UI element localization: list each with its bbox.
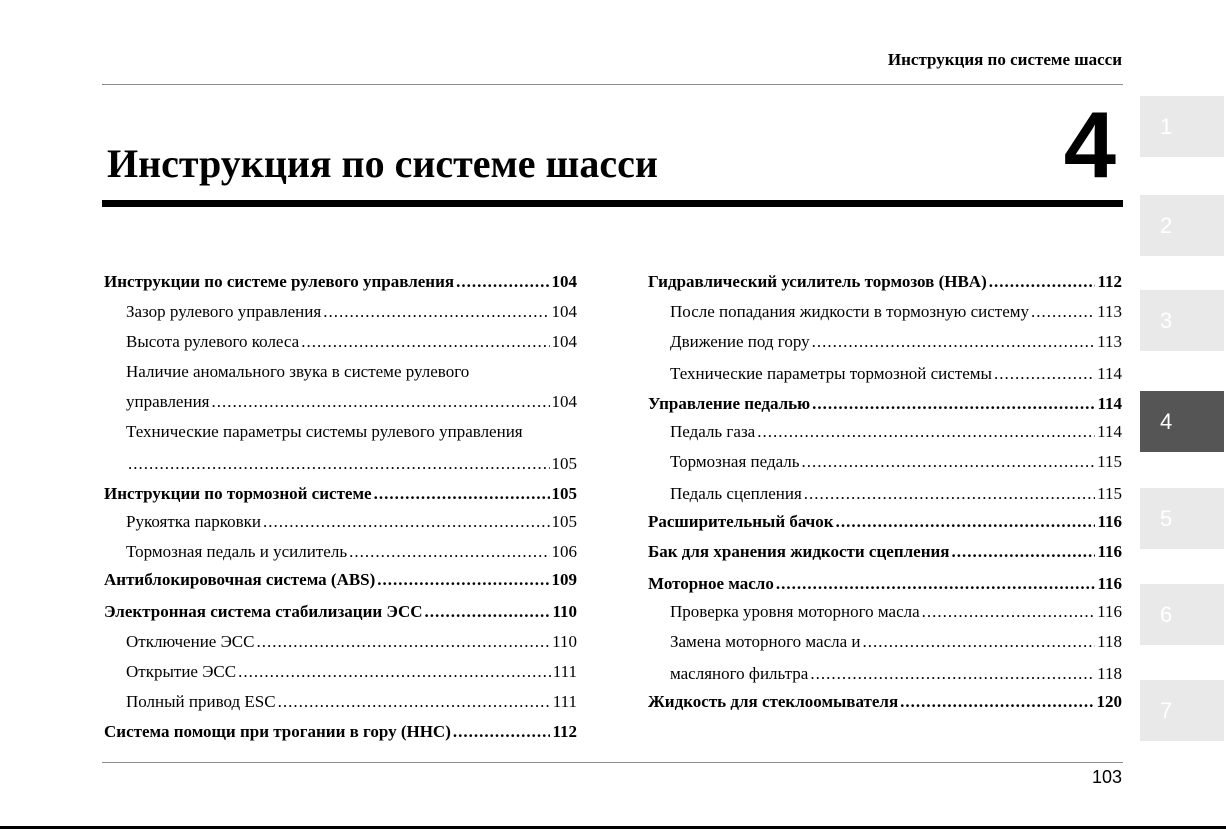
toc-entry-label: Бак для хранения жидкости сцепления	[648, 542, 950, 561]
toc-entry-page: 116	[1097, 602, 1122, 621]
toc-leader-dots	[128, 452, 550, 476]
chapter-number: 4	[1063, 92, 1116, 197]
toc-entry-section[interactable]	[104, 482, 577, 506]
toc-leader-dots	[212, 390, 550, 414]
toc-leader-dots	[802, 450, 1096, 474]
toc-entry-label: Управление педалью	[648, 394, 811, 413]
toc-entry-section[interactable]	[648, 572, 1122, 596]
toc-entry-subsection[interactable]	[104, 510, 577, 534]
toc-entry-page: 112	[552, 722, 577, 741]
title-underline	[102, 200, 1123, 207]
toc-entry-label: Система помощи при трогании в гору (HHC)	[104, 722, 451, 741]
toc-entry-page: 104	[551, 272, 577, 291]
chapter-tab-6[interactable]: 6	[1140, 584, 1224, 645]
toc-entry-page: 105	[551, 512, 577, 531]
toc-entry-label: управления	[126, 392, 210, 411]
toc-entry-label: Технические параметры системы рулевого управления	[126, 422, 523, 441]
toc-leader-dots	[900, 690, 1094, 714]
running-header: Инструкция по системе шасси	[887, 50, 1122, 69]
toc-entry-page: 118	[1097, 664, 1122, 683]
toc-leader-dots	[278, 690, 551, 714]
toc-entry-page: 114	[1097, 394, 1122, 413]
toc-entry-label: Инструкции по системе рулевого управления	[104, 272, 455, 291]
toc-entry-label: Наличие аномального звука в системе рулевого	[126, 362, 470, 381]
toc-entry-subsection[interactable]	[648, 362, 1122, 386]
toc-leader-dots	[349, 540, 549, 564]
toc-entry-section[interactable]	[104, 720, 577, 744]
chapter-tab-5[interactable]: 5	[1140, 488, 1224, 549]
toc-leader-dots	[1031, 300, 1095, 324]
toc-entry-subsection[interactable]	[104, 630, 577, 654]
toc-leader-dots	[776, 572, 1096, 596]
toc-leader-dots	[922, 600, 1095, 624]
toc-entry-page: 110	[552, 602, 577, 621]
toc-entry-label: Гидравлический усилитель тормозов (HBA)	[648, 272, 987, 291]
toc-entry-section[interactable]	[648, 690, 1122, 714]
toc-entry-page: 104	[551, 392, 577, 411]
toc-entry-subsection[interactable]	[104, 690, 577, 714]
toc-entry-label: Инструкции по тормозной системе	[104, 484, 372, 503]
toc-entry-label: После попадания жидкости в тормозную систему	[670, 302, 1030, 321]
toc-entry-page: 115	[1097, 452, 1122, 471]
toc-entry-page: 116	[1097, 574, 1122, 593]
toc-entry-subsection[interactable]	[104, 300, 577, 324]
toc-leader-dots	[812, 392, 1095, 416]
toc-leader-dots	[323, 300, 549, 324]
toc-entry-label: Жидкость для стеклоомывателя	[648, 692, 899, 711]
toc-entry-page: 113	[1097, 332, 1122, 351]
toc-entry-label: Отключение ЭСС	[126, 632, 255, 651]
toc-entry-page: 118	[1097, 632, 1122, 651]
toc-leader-dots	[453, 720, 551, 744]
toc-entry-page: 114	[1097, 364, 1122, 383]
chapter-tab-2[interactable]: 2	[1140, 195, 1224, 256]
page-number: 103	[1091, 767, 1122, 787]
toc-leader-dots	[263, 510, 550, 534]
toc-entry-label: Электронная система стабилизации ЭСС	[104, 602, 423, 621]
toc-entry-page: 110	[552, 632, 577, 651]
toc-entry-subsection[interactable]	[648, 330, 1122, 354]
toc-entry-subsection[interactable]	[104, 540, 577, 564]
toc-entry-page: 112	[1097, 272, 1122, 291]
toc-entry-subsection[interactable]	[648, 662, 1122, 686]
toc-entry-section[interactable]	[648, 270, 1122, 294]
toc-leader-dots	[994, 362, 1095, 386]
toc-entry-page: 109	[551, 570, 577, 589]
toc-entry-label: Проверка уровня моторного масла	[670, 602, 920, 621]
toc-entry-label: Движение под гору	[670, 332, 810, 351]
toc-entry-page: 115	[1097, 484, 1122, 503]
toc-entry-subsection[interactable]	[648, 482, 1122, 506]
toc-leader-dots	[863, 630, 1096, 654]
chapter-tab-4[interactable]: 4	[1140, 391, 1224, 452]
toc-leader-dots	[301, 330, 549, 354]
toc-entry-subsection[interactable]	[104, 360, 577, 384]
toc-leader-dots	[951, 540, 1095, 564]
toc-entry-page: 104	[551, 332, 577, 351]
toc-leader-dots	[989, 270, 1096, 294]
toc-entry-subsection[interactable]	[648, 600, 1122, 624]
toc-leader-dots	[836, 510, 1096, 534]
toc-entry-label: Тормозная педаль и усилитель	[126, 542, 348, 561]
toc-leader-dots	[238, 660, 551, 684]
toc-leader-dots	[456, 270, 549, 294]
toc-entry-subsection[interactable]	[648, 450, 1122, 474]
toc-entry-subsection[interactable]	[104, 660, 577, 684]
toc-entry-section[interactable]	[104, 600, 577, 624]
toc-leader-dots	[804, 482, 1095, 506]
toc-entry-page: 111	[552, 692, 577, 711]
bottom-divider	[102, 762, 1123, 763]
toc-entry-section[interactable]	[648, 510, 1122, 534]
toc-entry-label: Рукоятка парковки	[126, 512, 261, 531]
toc-leader-dots	[812, 330, 1096, 354]
toc-entry-page: 111	[552, 662, 577, 681]
toc-entry-label: Моторное масло	[648, 574, 774, 593]
toc-entry-label: Зазор рулевого управления	[126, 302, 322, 321]
toc-entry-subsection[interactable]	[104, 452, 577, 476]
toc-entry-label: Высота рулевого колеса	[126, 332, 300, 351]
toc-entry-label: Тормозная педаль	[670, 452, 800, 471]
toc-entry-label: Полный привод ESC	[126, 692, 276, 711]
toc-entry-subsection[interactable]	[648, 300, 1122, 324]
toc-entry-subsection[interactable]	[104, 390, 577, 414]
chapter-title: Инструкция по системе шасси	[107, 141, 658, 186]
chapter-tab-1[interactable]: 1	[1140, 96, 1224, 157]
toc-entry-page: 104	[551, 302, 577, 321]
toc-entry-label: масляного фильтра	[670, 664, 809, 683]
toc-entry-page: 120	[1096, 692, 1122, 711]
chapter-tab-3[interactable]: 3	[1140, 290, 1224, 351]
toc-entry-subsection[interactable]	[648, 420, 1122, 444]
toc-entry-page: 105	[551, 484, 577, 503]
toc-entry-label: Педаль газа	[670, 422, 756, 441]
toc-leader-dots	[810, 662, 1095, 686]
toc-entry-page: 116	[1097, 512, 1122, 531]
toc-entry-page: 114	[1097, 422, 1122, 441]
toc-entry-section[interactable]	[104, 568, 577, 592]
toc-entry-page: 106	[551, 542, 577, 561]
toc-entry-label: Замена моторного масла и	[670, 632, 861, 651]
toc-entry-subsection[interactable]	[648, 630, 1122, 654]
toc-entry-section[interactable]	[648, 540, 1122, 564]
toc-entry-label: Педаль сцепления	[670, 484, 802, 503]
toc-leader-dots	[377, 568, 549, 592]
toc-entry-subsection[interactable]	[104, 420, 577, 444]
toc-entry-page: 113	[1097, 302, 1122, 321]
toc-entry-page: 116	[1097, 542, 1122, 561]
toc-entry-label: Расширительный бачок	[648, 512, 834, 531]
toc-entry-subsection[interactable]	[104, 330, 577, 354]
toc-entry-label: Открытие ЭСС	[126, 662, 237, 681]
toc-leader-dots	[757, 420, 1095, 444]
toc-leader-dots	[374, 482, 550, 506]
toc-leader-dots	[425, 600, 551, 624]
toc-leader-dots	[257, 630, 551, 654]
toc-entry-page: 105	[551, 454, 577, 473]
top-divider	[102, 84, 1123, 85]
chapter-tab-7[interactable]: 7	[1140, 680, 1224, 741]
toc-entry-label: Технические параметры тормозной системы	[670, 364, 992, 383]
toc-entry-section[interactable]	[648, 392, 1122, 416]
toc-entry-label: Антиблокировочная система (ABS)	[104, 570, 376, 589]
toc-entry-section[interactable]	[104, 270, 577, 294]
